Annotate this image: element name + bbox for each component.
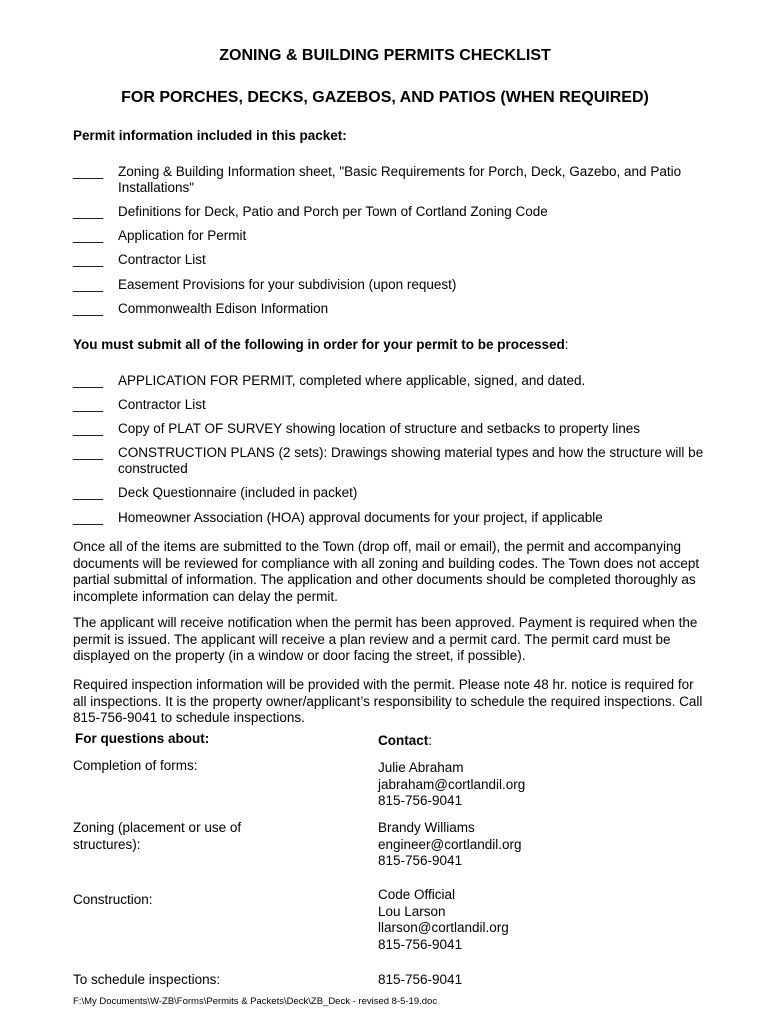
document-title: ZONING & BUILDING PERMITS CHECKLIST [219,47,551,64]
submission-heading-text: You must submit all of the following in order for your permit to be processed [73,337,565,352]
review-paragraph: Once all of the items are submitted to the Town (drop off, mail or email), the permit and accompanying documents will be reviewed for compliance with all zoning and building codes. The Town does not accept partial submittal of information. The application and other documents should be completed thoroughly as incomplete information can delay the permit. [73,539,700,604]
contact-title: Code Official [378,887,456,902]
contact-header-text: Contact [378,733,429,748]
packet-item-text: Contractor List [118,252,206,267]
checkbox-blank: ____ [73,421,104,436]
required-item-text: Copy of PLAT OF SURVEY showing location of structure and setbacks to property lines [118,421,641,436]
contact-email: llarson@cortlandil.org [378,920,509,935]
checkbox-blank: ____ [73,445,104,460]
contact-header-colon: : [428,733,433,748]
checkbox-blank: ____ [73,373,104,388]
checkbox-blank: ____ [73,510,104,525]
checkbox-blank: ____ [73,277,104,292]
contact-column-header [378,733,432,750]
contact-phone: 815-756-9041 [378,793,463,808]
contact-phone: 815-756-9041 [378,972,463,987]
contact-info [378,820,522,870]
contact-info [378,760,525,810]
checkbox-blank: ____ [73,204,104,219]
packet-item-text: Easement Provisions for your subdivision (upon request) [118,277,457,292]
packet-contents-heading: Permit information included in this packet: [73,128,347,143]
contact-name: Brandy Williams [378,820,475,835]
questions-column-header: For questions about: [75,731,210,746]
document-subtitle: FOR PORCHES, DECKS, GAZEBOS, AND PATIOS (WHEN REQUIRED) [121,89,649,106]
contact-info [378,972,462,989]
contact-topic: Construction: [73,892,153,907]
checkbox-blank: ____ [73,164,104,179]
contact-email: jabraham@cortlandil.org [378,776,526,792]
contact-topic: Completion of forms: [73,758,198,773]
packet-item-text: Commonwealth Edison Information [118,301,329,316]
contact-name: Lou Larson [378,903,446,919]
packet-item-text: Definitions for Deck, Patio and Porch per Town of Cortland Zoning Code [118,204,548,219]
inspection-paragraph: Required inspection information will be provided with the permit. Please note 48 hr. notice is required for all inspections. It is the property owner/applicant’s responsibility to schedule the required inspections. Call 815-756-9041 to schedule inspections. [73,677,703,725]
contact-phone: 815-756-9041 [378,936,463,952]
notification-paragraph: The applicant will receive notification when the permit has been approved. Payment is required when the permit is issued. The applicant will receive a plan review and a permit card. The permit card must be displayed on the property (in a window or door facing the street, if possible). [73,615,698,663]
required-item-text: APPLICATION FOR PERMIT, completed where applicable, signed, and dated. [118,373,586,388]
contact-email: engineer@cortlandil.org [378,836,522,852]
contact-info [378,887,509,953]
required-item-text: Deck Questionnaire (included in packet) [118,485,358,500]
submission-heading-colon: : [564,337,569,352]
submission-requirements-heading [73,337,569,352]
contact-name: Julie Abraham [378,760,464,775]
contact-topic: Zoning (placement or use of structures): [73,820,242,852]
required-item-text: Contractor List [118,397,206,412]
required-item-text: CONSTRUCTION PLANS (2 sets): Drawings showing material types and how the structure will be constructed [118,445,704,476]
packet-item-text: Zoning & Building Information sheet, "Basic Requirements for Porch, Deck, Gazebo, and Patio Installations" [118,164,682,195]
checkbox-blank: ____ [73,252,104,267]
checkbox-blank: ____ [73,228,104,243]
checkbox-blank: ____ [73,485,104,500]
checkbox-blank: ____ [73,397,104,412]
required-item-text: Homeowner Association (HOA) approval documents for your project, if applicable [118,510,603,525]
file-path-footer: F:\My Documents\W-ZB\Forms\Permits & Packets\Deck\ZB_Deck - revised 8-5-19.doc [73,996,438,1007]
contact-topic: To schedule inspections: [73,972,221,987]
contact-phone: 815-756-9041 [378,853,463,868]
checkbox-blank: ____ [73,301,104,316]
packet-item-text: Application for Permit [118,228,247,243]
